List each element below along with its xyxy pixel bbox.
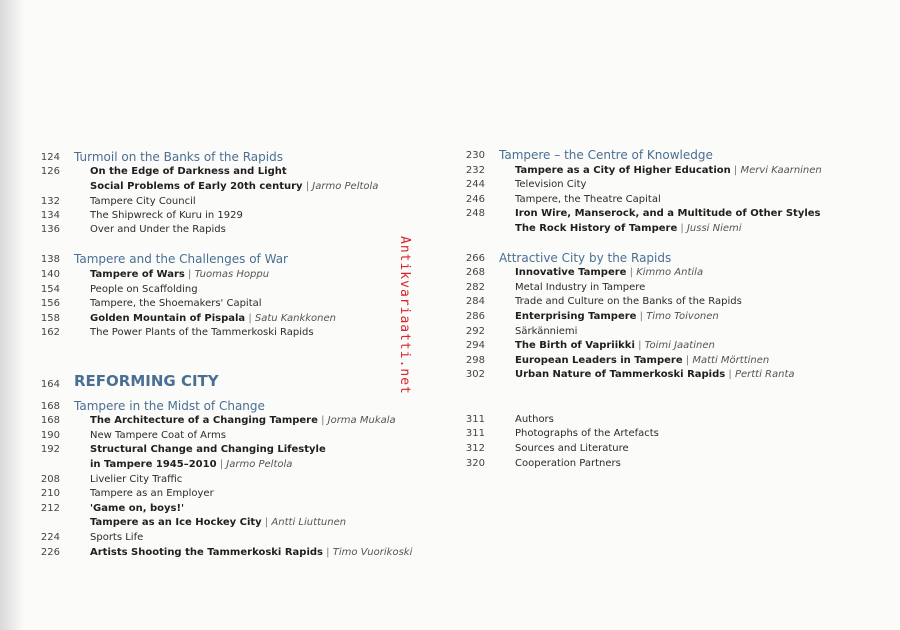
entry-title [515,339,715,353]
page-number: 286 [465,311,485,322]
author-separator: | [626,267,637,278]
entry-title-text: Over and Under the Rapids [90,224,226,235]
page-number: 311 [465,414,485,425]
page-number: 132 [40,196,60,207]
page-number: 232 [465,165,485,176]
entry-title-text: European Leaders in Tampere [515,355,683,366]
entry-title [515,164,822,178]
entry-title-text: Social Problems of Early 20th century [90,181,303,192]
page-number: 244 [465,179,485,190]
entry-title [90,429,226,443]
entry-title-text: Tampere in the Midst of Change [74,399,265,413]
entry-title [90,297,262,311]
entry-title-text: REFORMING CITY [74,372,219,390]
entry-title [515,295,742,309]
page-number: 266 [465,253,485,264]
entry-title-text: Television City [515,179,587,190]
entry-title-text: The Rock History of Tampere [515,223,678,234]
entry-title-text: Trade and Culture on the Banks of the Rapids [515,296,742,307]
page-number: 126 [40,166,60,177]
entry-title [90,326,314,340]
toc-entry [455,148,895,164]
entry-title-text: Livelier City Traffic [90,474,183,485]
entry-author: Satu Kankkonen [254,313,336,324]
entry-title [515,427,659,441]
entry-title [515,222,742,236]
entry-title [90,487,214,501]
entry-title [515,281,645,295]
entry-title [515,368,795,382]
page-number: 298 [465,355,485,366]
page-number: 230 [465,150,485,161]
page-number: 292 [465,326,485,337]
entry-title-text: Enterprising Tampere [515,311,637,322]
toc-entry [0,252,430,268]
entry-title-text: Iron Wire, Manserock, and a Multitude of Other Styles [515,208,821,219]
author-separator: | [322,547,333,558]
entry-title-text: 'Game on, boys!' [90,503,185,514]
entry-title-text: On the Edge of Darkness and Light [90,166,287,177]
author-separator: | [725,369,735,380]
page-number: 190 [40,430,60,441]
page-number: 158 [40,313,60,324]
entry-title-text: The Power Plants of the Tammerkoski Rapids [90,327,314,338]
entry-title [515,178,586,192]
entry-title [515,457,621,471]
page-number: 192 [40,444,60,455]
page-number: 210 [40,488,60,499]
author-separator: | [677,223,687,234]
entry-title-text: Turmoil on the Banks of the Rapids [74,150,283,164]
entry-author: Timo Toivonen [646,311,719,322]
page-number: 134 [40,210,60,221]
entry-title-text: Tampere, the Shoemakers' Capital [90,298,262,309]
entry-title [515,207,821,221]
entry-title-text: Authors [515,414,554,425]
page-number: 168 [40,401,60,412]
entry-title-text: in Tampere 1945–2010 [90,459,217,470]
entry-title [515,193,661,207]
entry-title-text: Artists Shooting the Tammerkoski Rapids [90,547,323,558]
entry-title [90,531,143,545]
author-separator: | [317,415,328,426]
page-number: 208 [40,474,60,485]
entry-title-text: Golden Mountain of Pispala [90,313,246,324]
page-number: 168 [40,415,60,426]
entry-title-text: Tampere City Council [90,196,196,207]
entry-title-text: The Shipwreck of Kuru in 1929 [90,210,243,221]
entry-author: Toimi Jaatinen [644,340,715,351]
entry-author: Jarmo Peltola [312,181,379,192]
page-number: 294 [465,340,485,351]
entry-title [515,354,769,368]
entry-title [90,195,196,209]
entry-title [90,414,396,428]
author-separator: | [184,269,195,280]
author-separator: | [245,313,255,324]
entry-author: Timo Vuorikoski [332,547,413,558]
entry-author: Matti Mörttinen [692,355,770,366]
page-number: 268 [465,267,485,278]
page-number: 140 [40,269,60,280]
author-separator: | [216,459,227,470]
page-number: 284 [465,296,485,307]
entry-title-text: Photographs of the Artefacts [515,428,659,439]
entry-title-text: The Birth of Vapriikki [515,340,635,351]
entry-title [90,283,198,297]
entry-title-text: Sports Life [90,532,144,543]
entry-author: Mervi Kaarninen [740,165,822,176]
entry-title [515,266,703,280]
entry-author: Jussi Niemi [686,223,742,234]
entry-title-text: Attractive City by the Rapids [499,251,672,265]
entry-title [90,165,287,179]
watermark: Antikvariaatti.net [397,236,412,395]
entry-author: Jarmo Peltola [226,459,293,470]
page-number: 212 [40,503,60,514]
entry-title-text: Tampere of Wars [90,269,185,280]
author-separator: | [261,517,272,528]
entry-title-text: Structural Change and Changing Lifestyle [90,444,326,455]
section-heading [499,251,671,265]
entry-title [90,312,336,326]
entry-title [90,209,243,223]
entry-title [90,180,378,194]
entry-title [90,458,292,472]
entry-title [515,325,577,339]
entry-title [90,268,269,282]
entry-title-text: Urban Nature of Tammerkoski Rapids [515,369,726,380]
author-separator: | [636,311,647,322]
author-separator: | [302,181,313,192]
entry-title [90,473,182,487]
page-number: 138 [40,254,60,265]
entry-title [90,443,326,457]
page-number: 224 [40,532,60,543]
entry-title-text: The Architecture of a Changing Tampere [90,415,318,426]
page-number: 136 [40,224,60,235]
entry-title [90,502,184,516]
entry-title-text: Sources and Literature [515,443,629,454]
author-separator: | [682,355,693,366]
entry-title-text: Tampere, the Theatre Capital [515,194,661,205]
toc-entry [455,251,895,267]
page-number: 156 [40,298,60,309]
entry-title-text: Tampere as an Ice Hockey City [90,517,262,528]
entry-title-text: Särkänniemi [515,326,578,337]
entry-title-text: Cooperation Partners [515,458,621,469]
entry-author: Jorma Mukala [327,415,396,426]
entry-title-text: New Tampere Coat of Arms [90,430,226,441]
entry-author: Antti Liuttunen [271,517,347,528]
entry-title-text: Tampere as a City of Higher Education [515,165,731,176]
toc-entry [0,150,430,166]
entry-title [90,546,412,560]
entry-title-text: Tampere – the Centre of Knowledge [499,148,713,162]
page-number: 248 [465,208,485,219]
page-number: 282 [465,282,485,293]
entry-author: Pertti Ranta [734,369,795,380]
page-number: 162 [40,327,60,338]
author-separator: | [730,165,741,176]
entry-author: Kimmo Antila [636,267,704,278]
entry-title-text: Metal Industry in Tampere [515,282,646,293]
page-number: 226 [40,547,60,558]
section-heading [74,374,219,388]
entry-title [90,223,226,237]
page-number: 302 [465,369,485,380]
page-number: 164 [40,379,60,390]
entry-title [515,310,719,324]
toc-entry [0,399,430,415]
entry-title-text: People on Scaffolding [90,284,198,295]
entry-title [515,442,629,456]
page-number: 246 [465,194,485,205]
toc-entry [0,374,430,394]
page-number: 124 [40,152,60,163]
page-number: 311 [465,428,485,439]
page-number: 320 [465,458,485,469]
entry-title [90,516,346,530]
section-heading [74,252,288,266]
page-number: 312 [465,443,485,454]
entry-title [515,413,554,427]
author-separator: | [634,340,645,351]
entry-author: Tuomas Hoppu [194,269,270,280]
entry-title-text: Innovative Tampere [515,267,627,278]
entry-title-text: Tampere and the Challenges of War [74,252,288,266]
page-number: 154 [40,284,60,295]
section-heading [74,150,283,164]
section-heading [74,399,265,413]
section-heading [499,148,713,162]
entry-title-text: Tampere as an Employer [90,488,214,499]
